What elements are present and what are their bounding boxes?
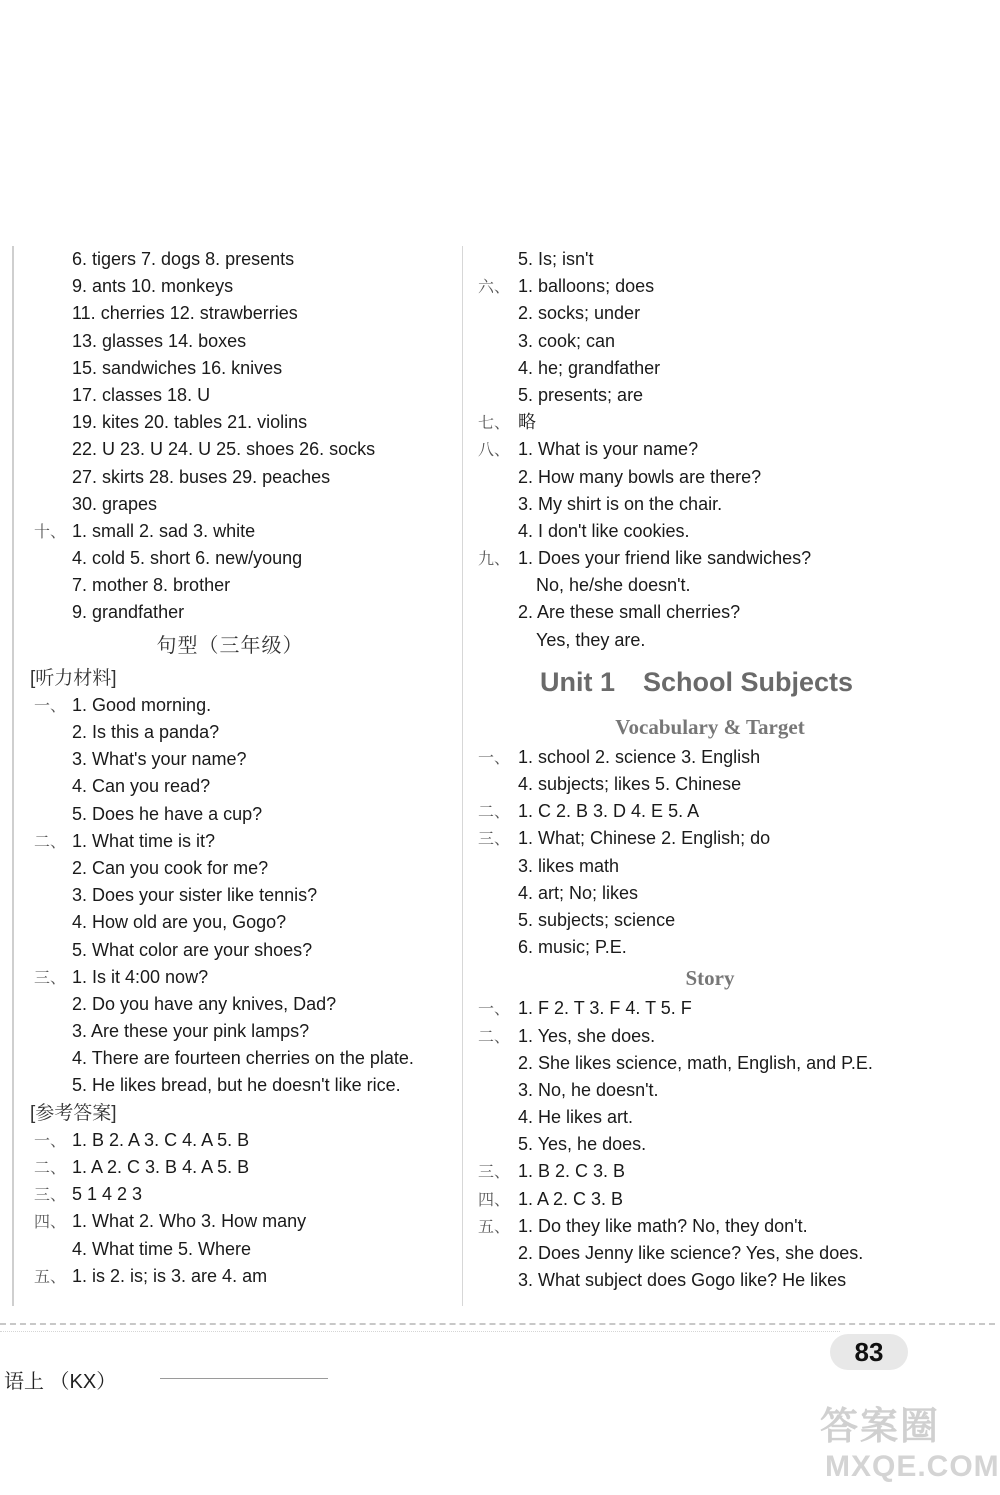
answer-line bbox=[470, 355, 990, 382]
answer-line bbox=[470, 1104, 990, 1131]
answer-text: 1. Do they like math? No, they don't. bbox=[518, 1215, 808, 1236]
answer-text: 1. What time is it? bbox=[72, 830, 216, 851]
answer-text: 4. What time 5. Where bbox=[72, 1238, 252, 1259]
answer-line bbox=[0, 937, 460, 964]
question-number-marker: 二、 bbox=[478, 1026, 511, 1046]
answer-text: 4. subjects; likes 5. Chinese bbox=[518, 774, 742, 794]
answer-line bbox=[0, 382, 460, 409]
answer-text: 4. How old are you, Gogo? bbox=[72, 912, 287, 933]
answer-text: 22. U 23. U 24. U 25. shoes 26. socks bbox=[72, 439, 376, 460]
answer-line bbox=[470, 491, 990, 518]
answer-text: 7. mother 8. brother bbox=[72, 575, 231, 596]
answer-text: 30. grapes bbox=[72, 493, 158, 514]
answer-text: 3. My shirt is on the chair. bbox=[518, 493, 723, 514]
answer-text: 5. He likes bread, but he doesn't like rice. bbox=[72, 1075, 401, 1096]
vocab-target-heading: Vocabulary & Target bbox=[615, 714, 805, 739]
question-number-marker: 一、 bbox=[478, 999, 511, 1019]
answer-text: 1. What; Chinese 2. English; do bbox=[518, 828, 771, 849]
question-number-marker: 一、 bbox=[34, 695, 67, 715]
answer-text: No, he/she doesn't. bbox=[536, 575, 691, 596]
answer-text: 5. Yes, he does. bbox=[518, 1134, 647, 1155]
answer-text: 9. grandfather bbox=[72, 602, 185, 623]
answer-line bbox=[470, 572, 990, 599]
footer-divider bbox=[0, 1323, 995, 1325]
answer-text: 2. How many bowls are there? bbox=[518, 466, 762, 487]
answer-line bbox=[470, 599, 990, 626]
answer-line bbox=[0, 882, 460, 909]
answer-text: 5. What color are your shoes? bbox=[72, 939, 313, 960]
answer-text: 3. Are these your pink lamps? bbox=[72, 1021, 310, 1042]
answer-text: 1. A 2. C 3. B 4. A 5. B bbox=[72, 1157, 250, 1177]
answer-text: 6. tigers 7. dogs 8. presents bbox=[72, 249, 295, 269]
answer-text: 4. art; No; likes bbox=[518, 882, 639, 903]
question-number-marker: 三、 bbox=[478, 829, 511, 849]
listening-material-list bbox=[0, 692, 460, 1100]
answer-text: 1. What 2. Who 3. How many bbox=[72, 1211, 307, 1232]
answer-text: 1. balloons; does bbox=[518, 276, 655, 297]
book-label: 语上 （KX） bbox=[4, 1371, 117, 1393]
question-number-marker: 四、 bbox=[34, 1212, 67, 1232]
answer-text: 2. socks; under bbox=[518, 303, 641, 324]
answer-text: 2. Are these small cherries? bbox=[518, 602, 741, 623]
question-number-marker: 五、 bbox=[34, 1266, 67, 1286]
answer-text: 3. cook; can bbox=[518, 330, 616, 351]
answer-text: 4. cold 5. short 6. new/young bbox=[72, 548, 303, 569]
answer-line bbox=[0, 909, 460, 936]
answer-line bbox=[470, 246, 990, 273]
answer-text: 4. Can you read? bbox=[72, 776, 211, 797]
answer-list-continued bbox=[0, 246, 460, 627]
answer-line bbox=[0, 1263, 460, 1290]
question-number-marker: 七、 bbox=[478, 413, 511, 433]
answer-line bbox=[470, 1131, 990, 1158]
question-number-marker: 二、 bbox=[34, 1158, 67, 1177]
answer-text: 1. F 2. T 3. F 4. T 5. F bbox=[518, 998, 692, 1019]
answer-text: 19. kites 20. tables 21. violins bbox=[72, 412, 308, 433]
answer-line bbox=[470, 1186, 990, 1213]
answer-text: 1. small 2. sad 3. white bbox=[72, 520, 256, 541]
answer-line bbox=[470, 627, 990, 654]
listening-material-label: [听力材料] bbox=[30, 667, 117, 689]
answer-line bbox=[0, 328, 460, 355]
answer-text: 1. is 2. is; is 3. are 4. am bbox=[72, 1265, 268, 1286]
story-list bbox=[470, 995, 990, 1294]
answer-text: 1. B 2. C 3. B bbox=[518, 1161, 626, 1182]
answer-line bbox=[470, 545, 990, 572]
question-number-marker: 六、 bbox=[478, 277, 511, 297]
answer-text: 1. Good morning. bbox=[72, 694, 212, 715]
answer-text: 1. Is it 4:00 now? bbox=[72, 966, 209, 987]
answer-line bbox=[470, 853, 990, 880]
answer-text: 1. What is your name? bbox=[518, 439, 699, 460]
answer-text: 2. Does Jenny like science? Yes, she does. bbox=[518, 1243, 864, 1263]
section-heading-sentence-patterns: 句型（三年级） bbox=[156, 634, 304, 657]
footer-divider-dotted bbox=[0, 1331, 840, 1332]
answer-line bbox=[0, 572, 460, 599]
answer-text: 2. She likes science, math, English, and P.E. bbox=[518, 1052, 873, 1073]
answer-text: 1. C 2. B 3. D 4. E 5. A bbox=[518, 801, 700, 822]
answer-text: 4. There are fourteen cherries on the plate. bbox=[72, 1048, 414, 1069]
answer-line bbox=[470, 464, 990, 491]
answer-text: 2. Can you cook for me? bbox=[72, 857, 269, 878]
answer-line bbox=[470, 907, 990, 934]
question-number-marker: 一、 bbox=[478, 747, 511, 767]
question-number-marker: 十、 bbox=[34, 521, 67, 541]
answer-line bbox=[470, 1267, 990, 1294]
answer-line bbox=[470, 300, 990, 327]
answer-text: 9. ants 10. monkeys bbox=[72, 276, 234, 297]
answer-line bbox=[470, 382, 990, 409]
answer-line bbox=[0, 355, 460, 382]
answer-text: 4. he; grandfather bbox=[518, 357, 661, 378]
answer-line bbox=[470, 744, 990, 771]
answer-line bbox=[470, 934, 990, 961]
answer-line bbox=[0, 964, 460, 991]
watermark-logo: 答案圈 bbox=[820, 1406, 941, 1448]
question-number-marker: 五、 bbox=[478, 1216, 511, 1236]
right-column bbox=[470, 246, 990, 1294]
answer-line bbox=[470, 1050, 990, 1077]
answer-line bbox=[470, 518, 990, 545]
answer-text: 1. Yes, she does. bbox=[518, 1025, 656, 1046]
answer-line bbox=[470, 409, 990, 436]
story-heading: Story bbox=[685, 966, 735, 991]
vocab-target-list bbox=[470, 744, 990, 962]
question-number-marker: 三、 bbox=[34, 967, 67, 987]
answer-text: 5. subjects; science bbox=[518, 909, 676, 930]
answer-text: 3. likes math bbox=[518, 855, 620, 876]
answer-line bbox=[0, 1208, 460, 1235]
answer-line bbox=[0, 300, 460, 327]
answer-line bbox=[470, 273, 990, 300]
answer-line bbox=[0, 1018, 460, 1045]
answer-line bbox=[470, 436, 990, 463]
answer-text: 5 1 4 2 3 bbox=[72, 1184, 143, 1205]
answer-line bbox=[470, 880, 990, 907]
answer-line bbox=[0, 491, 460, 518]
answer-line bbox=[470, 328, 990, 355]
answer-line bbox=[470, 1023, 990, 1050]
answer-line bbox=[470, 771, 990, 798]
answer-text: 3. What subject does Gogo like? He likes bbox=[518, 1270, 847, 1291]
unit-title: School Subjects bbox=[643, 666, 854, 697]
answer-line bbox=[0, 1045, 460, 1072]
answer-text: 4. I don't like cookies. bbox=[518, 520, 690, 541]
left-column bbox=[0, 246, 460, 1290]
answer-line bbox=[0, 1154, 460, 1181]
question-number-marker: 一、 bbox=[34, 1130, 67, 1150]
answer-line bbox=[0, 801, 460, 828]
answer-line bbox=[0, 464, 460, 491]
answer-line bbox=[470, 1240, 990, 1267]
question-number-marker: 二、 bbox=[478, 802, 511, 822]
answer-text: 2. Is this a panda? bbox=[72, 722, 220, 742]
answer-text: 3. No, he doesn't. bbox=[518, 1079, 659, 1100]
question-number-marker: 八、 bbox=[478, 440, 511, 460]
answer-text: 3. Does your sister like tennis? bbox=[72, 885, 318, 906]
answer-line bbox=[0, 692, 460, 719]
answer-line bbox=[0, 545, 460, 572]
question-number-marker: 三、 bbox=[478, 1162, 511, 1182]
answer-text: 1. Does your friend like sandwiches? bbox=[518, 548, 812, 569]
answer-text: 27. skirts 28. buses 29. peaches bbox=[72, 466, 331, 487]
answer-text: 3. What's your name? bbox=[72, 749, 247, 770]
answer-line bbox=[470, 995, 990, 1022]
answer-line bbox=[0, 273, 460, 300]
answer-line bbox=[0, 409, 460, 436]
answer-text: 13. glasses 14. boxes bbox=[72, 330, 247, 351]
answer-line bbox=[0, 599, 460, 626]
answer-text: 11. cherries 12. strawberries bbox=[72, 303, 298, 324]
answer-text: Yes, they are. bbox=[536, 629, 646, 650]
answer-line bbox=[0, 246, 460, 273]
question-number-marker: 二、 bbox=[34, 831, 67, 851]
reference-answer-list bbox=[0, 1127, 460, 1290]
answer-text: 1. A 2. C 3. B bbox=[518, 1188, 624, 1209]
answer-line bbox=[0, 855, 460, 882]
answer-line bbox=[470, 1158, 990, 1185]
answer-line bbox=[0, 828, 460, 855]
answer-text: 5. presents; are bbox=[518, 384, 644, 405]
answer-line bbox=[0, 991, 460, 1018]
answer-line bbox=[0, 1072, 460, 1099]
column-divider bbox=[462, 246, 463, 1306]
answer-line bbox=[0, 719, 460, 746]
answer-text: 1. school 2. science 3. English bbox=[518, 746, 761, 767]
watermark-url: MXQE.COM bbox=[825, 1450, 1000, 1483]
answer-text: 15. sandwiches 16. knives bbox=[72, 357, 283, 378]
answer-text: 略 bbox=[518, 412, 536, 433]
answer-line bbox=[470, 798, 990, 825]
page-number: 83 bbox=[854, 1337, 884, 1367]
answer-text: 6. music; P.E. bbox=[518, 937, 627, 958]
answer-line bbox=[470, 825, 990, 852]
answer-text: 4. He likes art. bbox=[518, 1107, 634, 1128]
unit-number: Unit 1 bbox=[540, 666, 616, 697]
answer-text: 17. classes 18. U bbox=[72, 384, 211, 405]
reference-answer-label: [参考答案] bbox=[30, 1102, 117, 1124]
answer-text: 1. B 2. A 3. C 4. A 5. B bbox=[72, 1129, 250, 1150]
answer-line bbox=[470, 1213, 990, 1240]
question-number-marker: 九、 bbox=[478, 549, 511, 569]
answer-line bbox=[0, 1181, 460, 1208]
answer-line bbox=[0, 773, 460, 800]
unit-heading bbox=[470, 654, 990, 710]
footer-underline bbox=[160, 1378, 328, 1379]
answer-line bbox=[0, 518, 460, 545]
answer-text: 5. Does he have a cup? bbox=[72, 803, 263, 824]
answer-line bbox=[470, 1077, 990, 1104]
answer-text: 5. Is; isn't bbox=[518, 249, 594, 269]
answer-line bbox=[0, 746, 460, 773]
answer-line bbox=[0, 436, 460, 463]
answer-line bbox=[0, 1127, 460, 1154]
answer-list-continued-right bbox=[470, 246, 990, 654]
answer-line bbox=[0, 1236, 460, 1263]
answer-text: 2. Do you have any knives, Dad? bbox=[72, 993, 337, 1014]
question-number-marker: 四、 bbox=[478, 1189, 511, 1209]
question-number-marker: 三、 bbox=[34, 1185, 67, 1205]
